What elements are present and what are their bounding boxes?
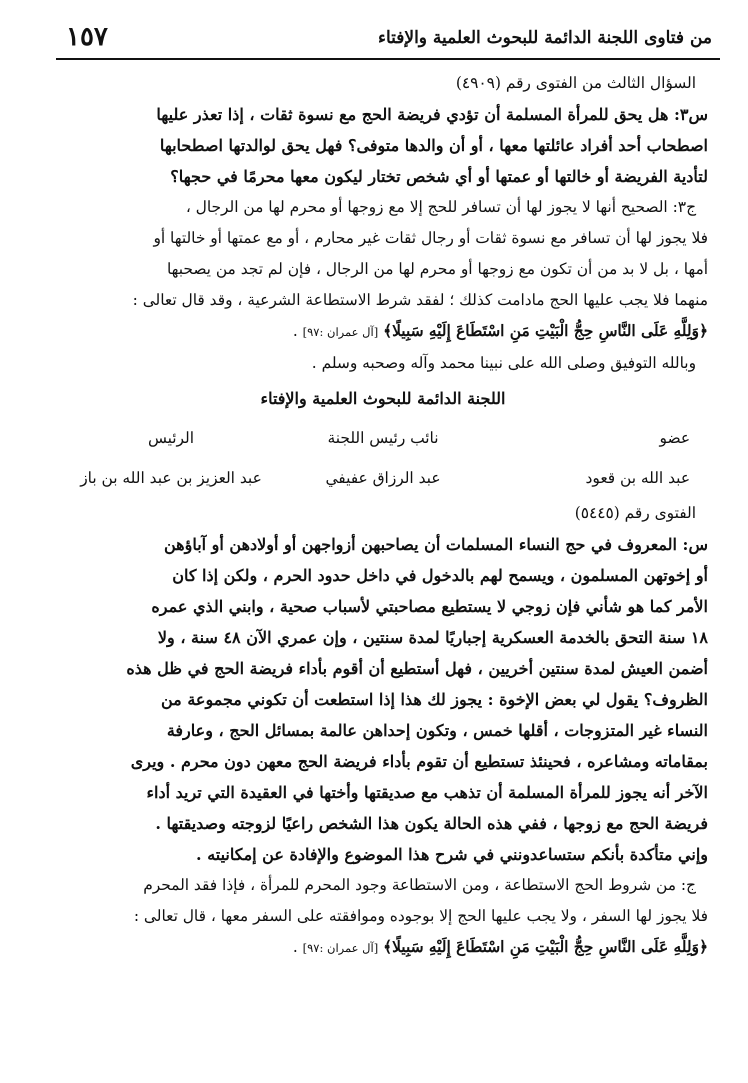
page-number: ١٥٧	[66, 22, 108, 52]
header-title: من فتاوى اللجنة الدائمة للبحوث العلمية والإفتاء	[377, 28, 712, 48]
member-name: عبد الله بن قعود	[585, 469, 690, 487]
fatwa1-answer-line: ج٣: الصحيح أنها لا يجوز لها أن تسافر للحج إلا مع زوجها أو محرم لها من الرجال ،	[185, 198, 696, 216]
signatures-names	[58, 458, 708, 498]
member-name: عبد العزيز بن عبد الله بن باز	[80, 469, 262, 487]
header-rule	[56, 58, 720, 60]
quran-verse: ﴿وَلِلَّهِ عَلَى النَّاسِ حِجُّ الْبَيْتِ مَنِ اسْتَطَاعَ إِلَيْهِ سَبِيلًا﴾	[383, 322, 708, 340]
quran-verse: ﴿وَلِلَّهِ عَلَى النَّاسِ حِجُّ الْبَيْتِ مَنِ اسْتَطَاعَ إِلَيْهِ سَبِيلًا﴾	[383, 938, 708, 956]
fatwa1-question-line: اصطحاب أحد أفراد عائلتها معها ، أو أن والدها متوفى؟ فهل يحق لوالدتها اصطحابها	[159, 136, 708, 155]
fatwa1-question-line: لتأدية الفريضة أو خالتها أو عمتها أو أي شخص تختار ليكون معها محرمًا في حجها؟	[170, 167, 708, 186]
fatwa2-question-line: الأمر كما هو شأني فإن زوجي لا يستطيع مصاحبتي لأسباب صحية ، وابني الذي عمره	[151, 597, 708, 616]
fatwa2-question-line: فريضة الحج مع زوجها ، ففي هذه الحالة يكون هذا الشخص راعيًا لزوجته وصديقتها .	[155, 814, 708, 833]
fatwa2-question-line: أضمن العيش لمدة سنتين أخريين ، فهل أستطيع أن أقوم بأداء فريضة الحج في ظل هذه	[126, 659, 708, 678]
signatures-titles	[58, 418, 708, 458]
fatwa2-question-line: بمقاماته ومشاعره ، فحينئذ تستطيع أن تقوم بأداء فريضة الحج معهن دون محرم . ويرى	[130, 752, 708, 771]
member-name: عبد الرزاق عفيفي	[325, 469, 441, 487]
fatwa2-ayah-line: ﴿وَلِلَّهِ عَلَى النَّاسِ حِجُّ الْبَيْتِ مَنِ اسْتَطَاعَ إِلَيْهِ سَبِيلًا﴾ [آل عمران :٩٧] .	[292, 938, 708, 956]
verse-citation: [آل عمران :٩٧]	[302, 941, 379, 955]
fatwa2-intro: الفتوى رقم (٥٤٤٥)	[574, 504, 696, 522]
fatwa2-question-line: النساء غير المتزوجات ، أقلها خمس ، وتكون إحداهن عالمة بمسائل الحج ، وعارفة	[166, 721, 708, 740]
fatwa1-answer-line: منهما فلا يجب عليها الحج مادامت كذلك ؛ لفقد شرط الاستطاعة الشرعية ، وقد قال تعالى :	[132, 291, 708, 309]
fatwa1-closing: وبالله التوفيق وصلى الله على نبينا محمد وآله وصحبه وسلم .	[311, 354, 696, 372]
fatwa1-answer-line: فلا يجوز لها أن تسافر مع نسوة ثقات أو رجال ثقات غير محارم ، أو مع عمتها أو خالتها أو	[153, 229, 708, 247]
fatwa2-question-line: الآخر أنه يجوز للمرأة المسلمة أن تذهب مع صديقتها وأختها في العقيدة التي تريد أداء	[146, 783, 708, 802]
fatwa2-question-line: ١٨ سنة التحق بالخدمة العسكرية إجباريًا لمدة سنتين ، وإن عمري الآن ٤٨ سنة ، ولا	[157, 628, 708, 647]
title-member: الرئيس	[147, 429, 194, 447]
fatwa2-question-line: وإني متأكدة بأنكم ستساعدونني في شرح هذا الموضوع والإفادة عن إمكانيته .	[196, 845, 708, 864]
page-body	[58, 68, 708, 964]
title-vice-chairman: نائب رئيس اللجنة	[327, 429, 439, 447]
fatwa1-ayah-line: ﴿وَلِلَّهِ عَلَى النَّاسِ حِجُّ الْبَيْتِ مَنِ اسْتَطَاعَ إِلَيْهِ سَبِيلًا﴾ [آل عمران :٩٧] .	[292, 322, 708, 340]
title-chairman: عضو	[659, 429, 690, 447]
fatwa1-question-line: س٣: هل يحق للمرأة المسلمة أن تؤدي فريضة الحج مع نسوة ثقات ، إذا تعذر عليها	[156, 105, 708, 124]
fatwa1-answer-line: أمها ، بل لا بد من أن تكون مع زوجها أو محرم لها من الرجال ، فإن لم تجد من يصحبها	[166, 260, 708, 278]
fatwa2-question-line: س: المعروف في حج النساء المسلمات أن يصاحبهن أزواجهن أو أولادهن أو آباؤهن	[163, 535, 708, 554]
verse-citation: [آل عمران :٩٧]	[302, 325, 379, 339]
running-header	[56, 20, 720, 56]
fatwa2-question-line: الظروف؟ يقول لي بعض الإخوة : يجوز لك هذا إذا استطعت أن تكوني مجموعة من	[161, 690, 708, 709]
fatwa2-answer-line: فلا يجوز لها السفر ، ولا يجب عليها الحج إلا بوجوده وموافقته على السفر معها ، قال تعالى :	[133, 907, 708, 925]
fatwa1-intro: السؤال الثالث من الفتوى رقم (٤٩٠٩)	[455, 74, 696, 92]
fatwa2-answer-line: ج: من شروط الحج الاستطاعة ، ومن الاستطاعة وجود المحرم للمرأة ، فإذا فقد المحرم	[143, 876, 696, 894]
committee-name: اللجنة الدائمة للبحوث العلمية والإفتاء	[260, 389, 506, 408]
fatwa2-question-line: أو إخوتهن المسلمون ، ويسمح لهم بالدخول في داخل حدود الحرم ، ولكن إذا كان	[172, 566, 708, 585]
